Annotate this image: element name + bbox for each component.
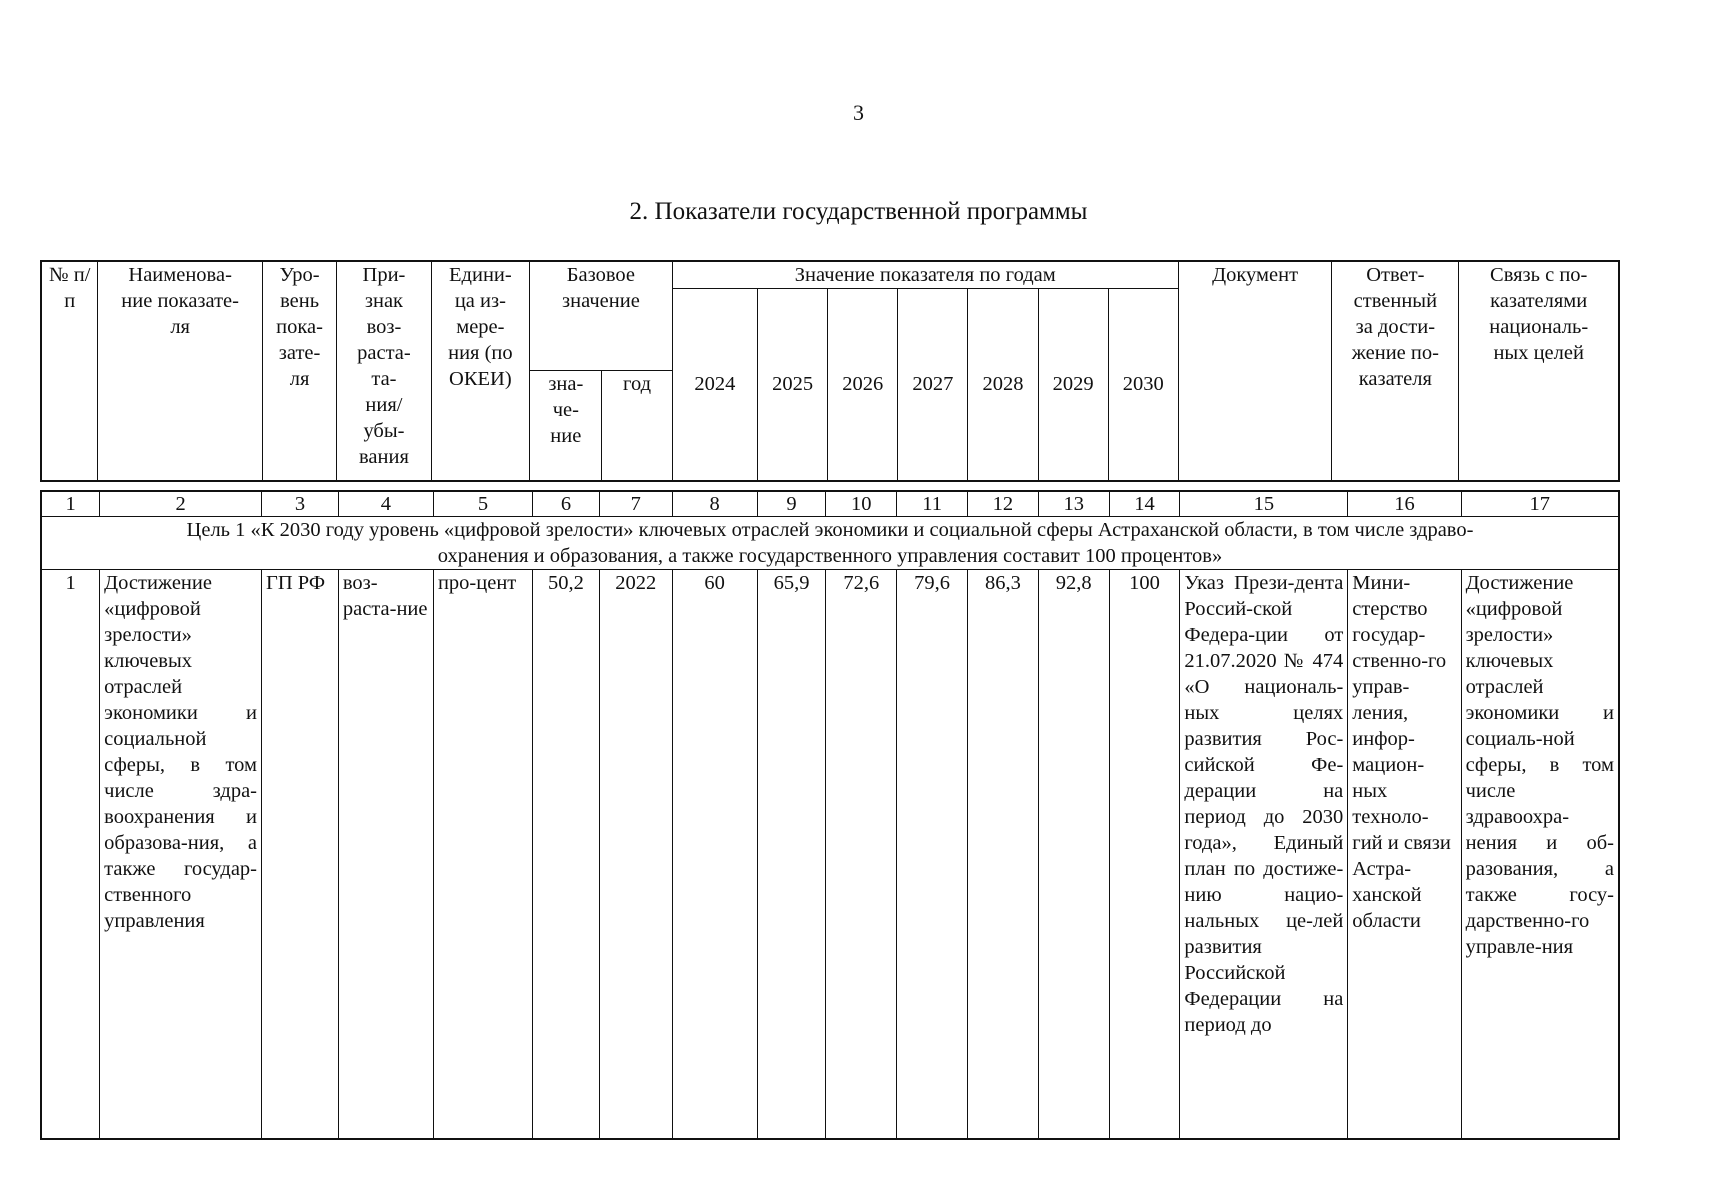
- column-number: 1: [41, 491, 100, 517]
- header-base: Базовое значение: [530, 261, 672, 371]
- document-text: Указ Прези-дента Россий-ской Федера-ции от 21.07.2020 № 474 «О националь-ных целях развития Рос-сийской Фе-дерации на период до 2030 года», Единый план по достиже-нию нацио-нальных це-лей развития Российской Федерации на период до: [1180, 570, 1348, 1140]
- base-year: 2022: [599, 570, 672, 1140]
- indicator-name: Достижение «цифровой зрелости» ключевых отраслей экономики и социальной сферы, в том числе здра-воохранения и образова-ния, а также государ-ственного управления: [100, 570, 262, 1140]
- header-name: Наименова- ние показате- ля: [98, 261, 262, 481]
- indicator-level: ГП РФ: [262, 570, 339, 1140]
- value-2030: 100: [1109, 570, 1180, 1140]
- header-sign: При- знак воз- раста- та- ния/ убы- вания: [337, 261, 431, 481]
- column-number: 5: [433, 491, 532, 517]
- value-2028: 86,3: [968, 570, 1039, 1140]
- header-unit: Едини- ца из- мере- ния (по ОКЕИ): [431, 261, 530, 481]
- table-row: [41, 570, 1619, 1140]
- header-link: Связь с по- казателями националь- ных целей: [1459, 261, 1619, 481]
- column-number: 15: [1180, 491, 1348, 517]
- column-number: 12: [968, 491, 1039, 517]
- column-number: 4: [338, 491, 433, 517]
- column-number: 16: [1348, 491, 1461, 517]
- column-number: 8: [672, 491, 757, 517]
- header-responsible: Ответ- ственный за дости- жение по- казателя: [1332, 261, 1459, 481]
- value-2025: 65,9: [757, 570, 826, 1140]
- header-year-2028: 2028: [968, 289, 1038, 481]
- column-number: 14: [1109, 491, 1180, 517]
- value-2024: 60: [672, 570, 757, 1140]
- header-year-2027: 2027: [898, 289, 968, 481]
- column-number: 7: [599, 491, 672, 517]
- column-number: 3: [262, 491, 339, 517]
- table-header: [40, 260, 1620, 482]
- base-value: 50,2: [533, 570, 600, 1140]
- national-goal-link: Достижение «цифровой зрелости» ключевых отраслей экономики и социаль-ной сферы, в том числе здравоохра-нения и об-разования, а также госу-дарственно-го управле-ния: [1461, 570, 1619, 1140]
- column-number: 11: [897, 491, 968, 517]
- header-year-2025: 2025: [758, 289, 828, 481]
- table-body: [40, 490, 1620, 1140]
- header-year-2024: 2024: [672, 289, 757, 481]
- header-level: Уро- вень пока- зате- ля: [262, 261, 337, 481]
- column-number-row: [41, 491, 1619, 517]
- page-title: 2. Показатели государственной программы: [629, 198, 1088, 225]
- column-number: 10: [826, 491, 897, 517]
- indicator-unit: про-цент: [433, 570, 532, 1140]
- responsible-text: Мини-стерство государ-ственно-го управ-ления, инфор-мацион-ных техноло-гий и связи Астра-ханской области: [1348, 570, 1461, 1140]
- header-document: Документ: [1178, 261, 1331, 481]
- goal-row: [41, 517, 1619, 570]
- column-number: 2: [100, 491, 262, 517]
- header-year-2026: 2026: [828, 289, 898, 481]
- goal-text: Цель 1 «К 2030 году уровень «цифровой зрелости» ключевых отраслей экономики и социальной сферы Астраханской области, в том числе здраво- охранения и образования, а также государственного управления составит 100 процентов»: [41, 517, 1619, 570]
- column-number: 9: [757, 491, 826, 517]
- column-number: 17: [1461, 491, 1619, 517]
- value-2026: 72,6: [826, 570, 897, 1140]
- indicator-sign: воз-раста-ние: [338, 570, 433, 1140]
- header-year-2029: 2029: [1038, 289, 1108, 481]
- header-base-value: зна- че- ние: [530, 371, 602, 481]
- value-2029: 92,8: [1038, 570, 1109, 1140]
- column-number: 13: [1038, 491, 1109, 517]
- header-num: № п/п: [41, 261, 98, 481]
- column-number: 6: [533, 491, 600, 517]
- header-year-2030: 2030: [1108, 289, 1178, 481]
- header-base-year: год: [602, 371, 672, 481]
- page-number: 3: [853, 100, 864, 125]
- row-number: 1: [41, 570, 100, 1140]
- header-years: Значение показателя по годам: [672, 261, 1178, 289]
- value-2027: 79,6: [897, 570, 968, 1140]
